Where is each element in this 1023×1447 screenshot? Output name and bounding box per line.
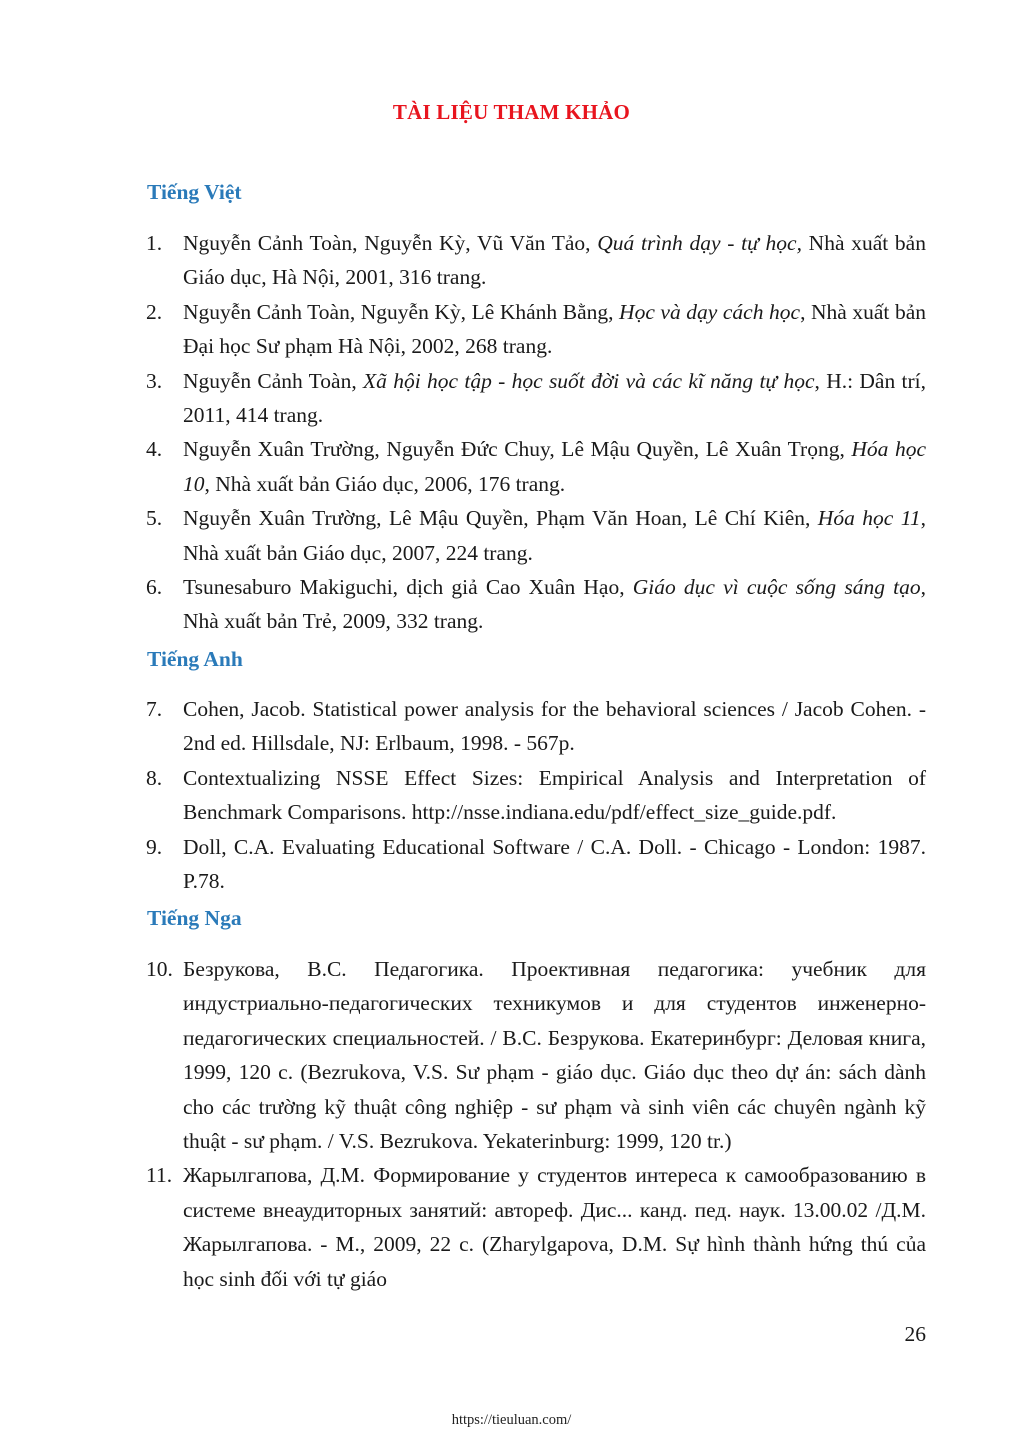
reference-item [146,830,926,899]
reference-number: 2. [146,299,163,324]
reference-text: Nguyễn Cảnh Toàn, Xã hội học tập - học suốt đời và các kĩ năng tự học, H.: Dân trí, 2011, 414 trang. [183,368,926,428]
reference-number: 9. [146,834,163,859]
reference-title: Xã hội học tập - học suốt đời và các kĩ năng tự học [363,368,815,393]
reference-title: Học và dạy cách học [619,299,801,324]
reference-text: Doll, C.A. Evaluating Educational Software / C.A. Doll. - Chicago - London: 1987. P.78. [183,834,926,894]
reference-item [146,295,926,364]
reference-number: 5. [146,506,163,531]
reference-item [146,432,926,501]
reference-title: Giáo dục vì cuộc sống sáng tạo [632,575,921,600]
reference-number: 4. [146,437,163,462]
reference-text: Жарылгапова, Д.М. Формирование у студентов интереса к самообразованию в системе внеаудиторных занятий: автореф. Дис... канд. пед. наук. 13.00.02 /Д.М. Жарылгапова. - М., 2009, 22 с. (Zharylgapova, D.M. Sự hình thành hứng thú của học sinh đối với tự giáo [183,1163,926,1291]
reference-number: 6. [146,575,163,600]
reference-number: 11. [146,1163,173,1188]
reference-number: 8. [146,765,163,790]
reference-item [146,692,926,761]
reference-text: Cohen, Jacob. Statistical power analysis for the behavioral sciences / Jacob Cohen. - 2nd ed. Hillsdale, NJ: Erlbaum, 1998. - 567p. [183,697,926,756]
reference-number: 7. [146,697,163,721]
reference-title: Hóa học 11 [817,506,921,531]
reference-text: Безрукова, В.С. Педагогика. Проективная педагогика: учебник для индустриально-педагогических техникумов и для студентов инженерно-педагогических специальностей. / В.С. Безрукова. Екатеринбург: Деловая книга, 1999, 120 с. (Bezrukova, V.S. Sư phạm - giáo dục. Giáo dục theo dự án: sách dành cho các trường kỹ thuật công nghiệp - sư phạm và sinh viên các chuyên ngành kỹ thuật - sư phạm. / V.S. Bezrukova. Yekaterinburg: 1999, 120 tr.) [183,957,926,1154]
reference-list-russian [146,952,926,1296]
reference-number: 10. [146,957,173,981]
reference-item [146,364,926,433]
reference-text: Nguyễn Cảnh Toàn, Nguyễn Kỳ, Lê Khánh Bằng, Học và dạy cách học, Nhà xuất bản Đại học Sư phạm Hà Nội, 2002, 268 trang. [183,299,926,359]
reference-item [146,570,926,639]
reference-text: Contextualizing NSSE Effect Sizes: Empirical Analysis and Interpretation of Benchmark Comparisons. http://nsse.indiana.edu/pdf/effect_size_guide.pdf. [183,765,926,825]
reference-number: 3. [146,368,163,393]
section-heading-vietnamese: Tiếng Việt [147,180,242,204]
section-heading-russian: Tiếng Nga [147,906,242,930]
reference-list-english [146,692,926,898]
reference-text: Nguyễn Xuân Trường, Lê Mậu Quyền, Phạm Văn Hoan, Lê Chí Kiên, Hóa học 11, Nhà xuất bản Giáo dục, 2007, 224 trang. [183,506,926,565]
reference-text: Tsunesaburo Makiguchi, dịch giả Cao Xuân Hạo, Giáo dục vì cuộc sống sáng tạo, Nhà xuất bản Trẻ, 2009, 332 trang. [183,575,926,634]
reference-list-vietnamese [146,226,926,639]
reference-item [146,952,926,1158]
reference-text: Nguyễn Xuân Trường, Nguyễn Đức Chuy, Lê Mậu Quyền, Lê Xuân Trọng, Hóa học 10, Nhà xuất bản Giáo dục, 2006, 176 trang. [183,437,927,496]
reference-title: Hóa học 10 [183,437,927,496]
reference-item [146,1158,926,1296]
reference-text: Nguyễn Cảnh Toàn, Nguyễn Kỳ, Vũ Văn Tảo, Quá trình dạy - tự học, Nhà xuất bản Giáo dục, Hà Nội, 2001, 316 trang. [183,231,926,290]
section-heading-english: Tiếng Anh [147,647,243,671]
footer-url: https://tieuluan.com/ [451,1412,572,1428]
reference-item [146,226,926,295]
reference-title: Quá trình dạy - tự học, [597,231,802,255]
reference-number: 1. [146,231,163,255]
page-number: 26 [904,1322,926,1346]
reference-item [146,501,926,570]
reference-item [146,761,926,830]
page-title: TÀI LIỆU THAM KHẢO [392,100,631,124]
